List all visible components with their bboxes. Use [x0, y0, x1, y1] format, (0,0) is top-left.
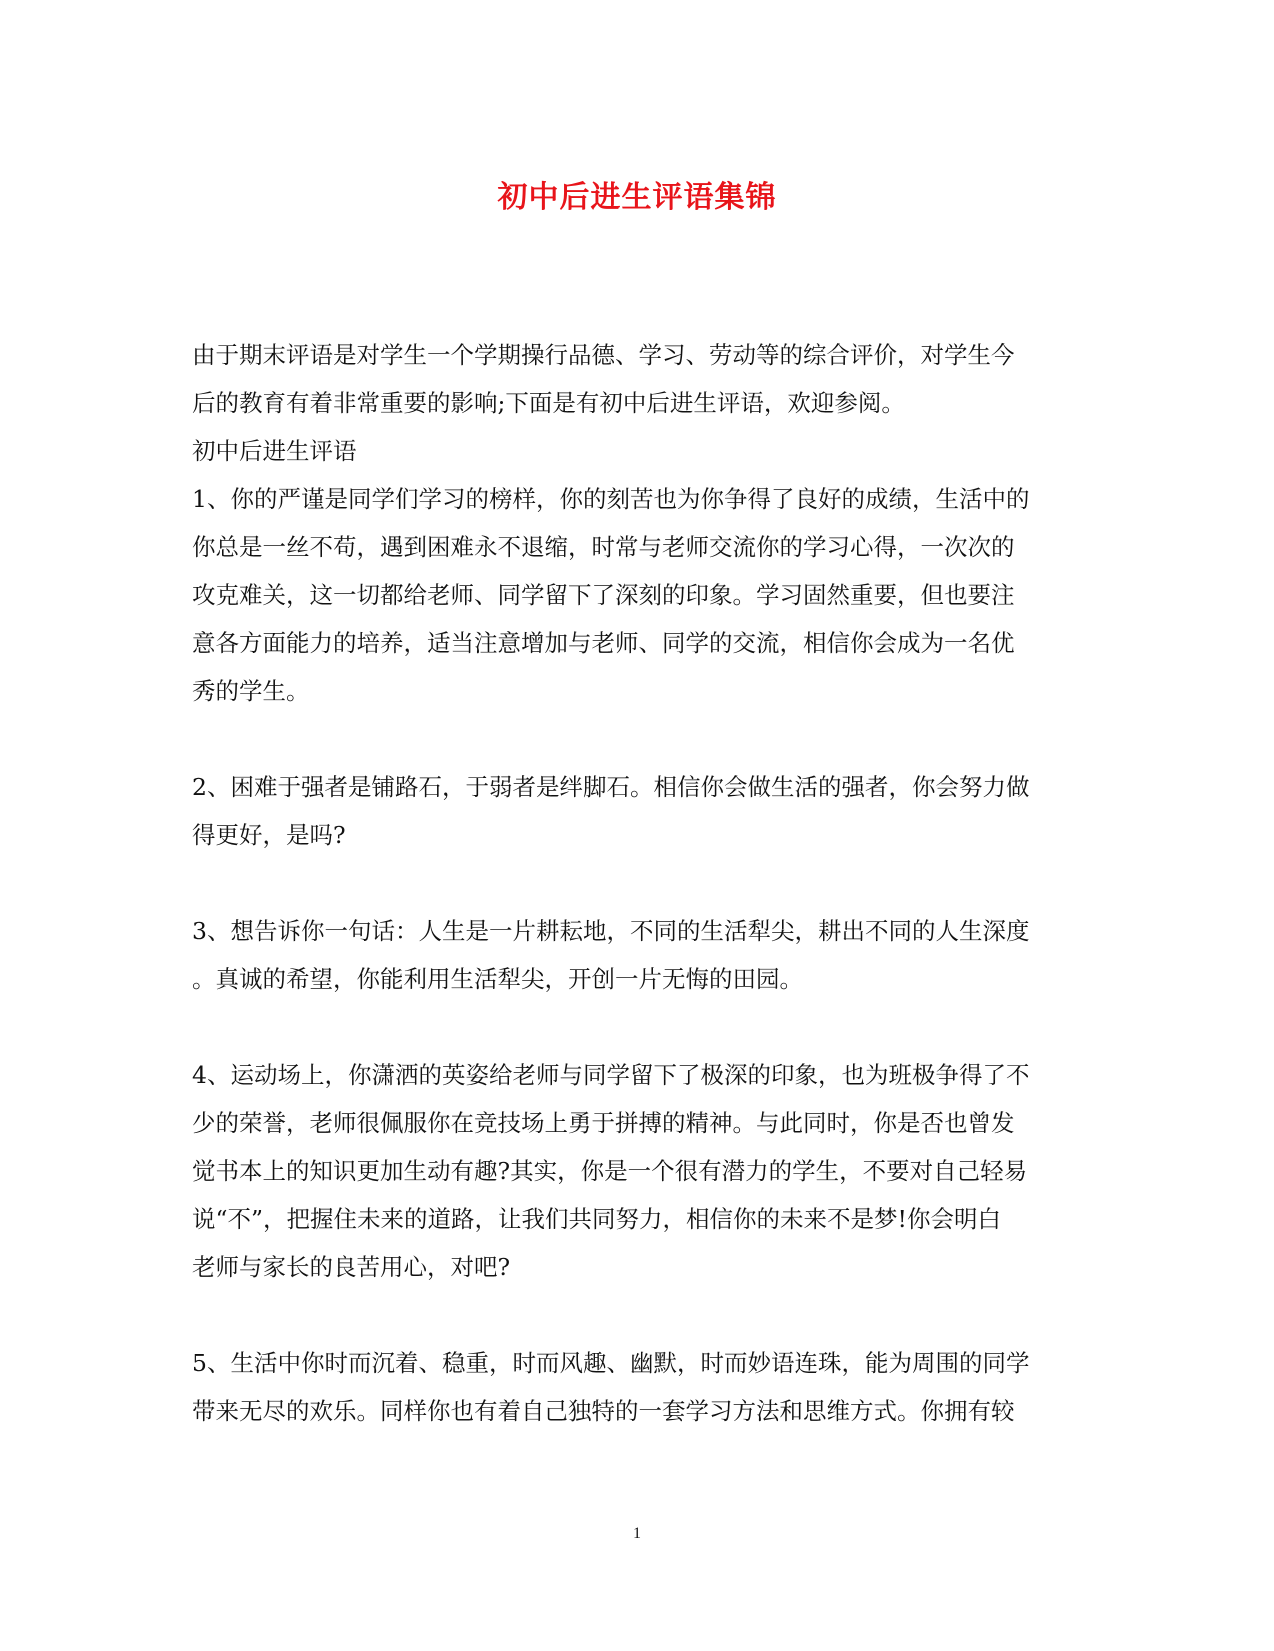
page-number: 1 [633, 1525, 641, 1542]
text-line: 觉书本上的知识更加生动有趣?其实，你是一个很有潜力的学生，不要对自己轻易 [192, 1157, 1028, 1185]
section-heading: 初中后进生评语 [192, 437, 357, 465]
text-line: 意各方面能力的培养，适当注意增加与老师、同学的交流，相信你会成为一名优 [192, 629, 1015, 657]
text-line: 得更好，是吗? [192, 821, 346, 849]
text-line: 由于期末评语是对学生一个学期操行品德、学习、劳动等的综合评价，对学生今 [192, 341, 1015, 369]
document-title: 初中后进生评语集锦 [497, 180, 777, 215]
text-line: 带来无尽的欢乐。同样你也有着自己独特的一套学习方法和思维方式。你拥有较 [192, 1397, 1015, 1425]
text-line: 4、运动场上，你潇洒的英姿给老师与同学留下了极深的印象，也为班极争得了不 [192, 1061, 1030, 1089]
text-line: 后的教育有着非常重要的影响;下面是有初中后进生评语，欢迎参阅。 [192, 389, 905, 417]
paragraph-gap [192, 859, 1082, 907]
text-line: 5、生活中你时而沉着、稳重，时而风趣、幽默，时而妙语连珠，能为周围的同学 [192, 1349, 1030, 1377]
document-body [192, 331, 1082, 1435]
text-line: 说“不”，把握住未来的道路，让我们共同努力，相信你的未来不是梦!你会明白 [192, 1205, 1001, 1233]
text-line: 。真诚的希望，你能利用生活犁尖，开创一片无悔的田园。 [192, 965, 803, 993]
text-line: 攻克难关，这一切都给老师、同学留下了深刻的印象。学习固然重要，但也要注 [192, 581, 1015, 609]
text-line: 秀的学生。 [192, 677, 310, 705]
text-line: 少的荣誉，老师很佩服你在竞技场上勇于拼搏的精神。与此同时，你是否也曾发 [192, 1109, 1015, 1137]
text-line: 2、困难于强者是铺路石，于弱者是绊脚石。相信你会做生活的强者，你会努力做 [192, 773, 1030, 801]
paragraph-gap [192, 1003, 1082, 1051]
paragraph-gap [192, 715, 1082, 763]
text-line: 老师与家长的良苦用心，对吧? [192, 1253, 511, 1281]
text-line: 你总是一丝不苟，遇到困难永不退缩，时常与老师交流你的学习心得，一次次的 [192, 533, 1015, 561]
paragraph-gap [192, 1291, 1082, 1339]
text-line: 1、你的严谨是同学们学习的榜样，你的刻苦也为你争得了良好的成绩，生活中的 [192, 485, 1030, 513]
text-line: 3、想告诉你一句话：人生是一片耕耘地，不同的生活犁尖，耕出不同的人生深度 [192, 917, 1030, 945]
